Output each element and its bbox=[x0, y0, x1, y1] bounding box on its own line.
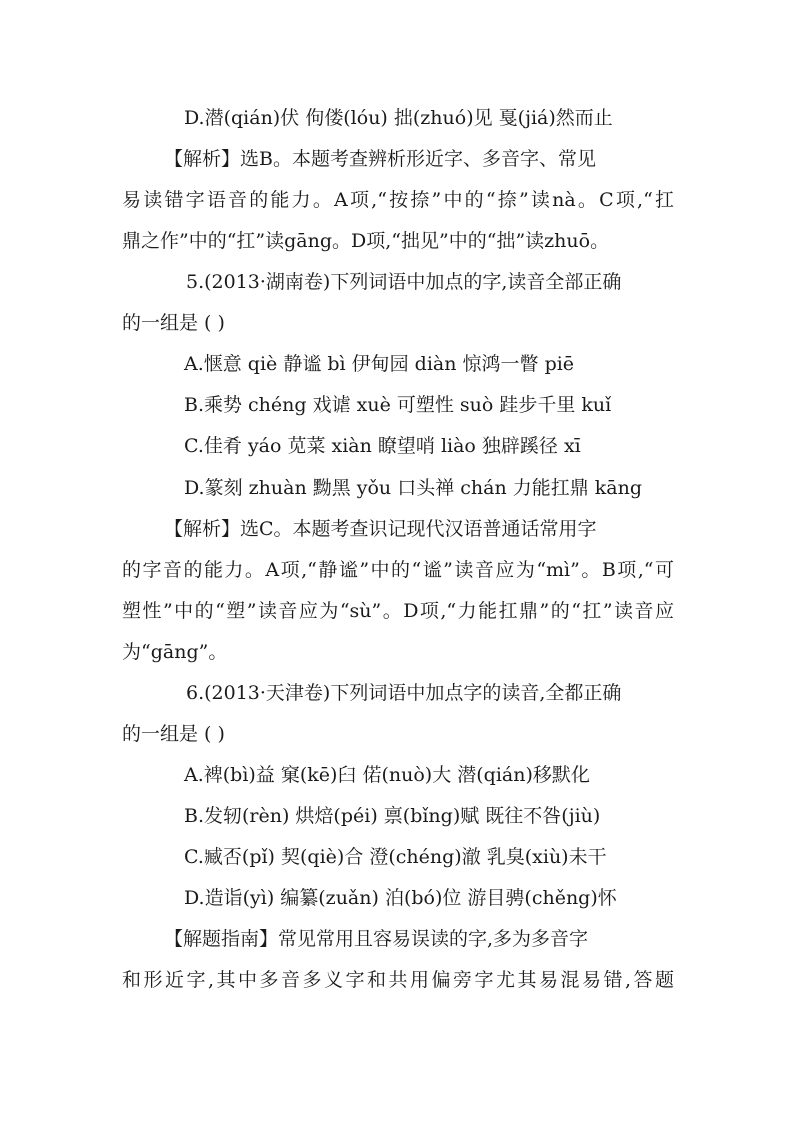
question-5-option-d: D.篆刻 zhuàn 黝黑 yǒu 口头禅 chán 力能扛鼎 kāng bbox=[184, 477, 643, 499]
option-d-line: D.潜(qián)伏 佝偻(lóu) 拙(zhuó)见 戛(jiá)然而止 bbox=[184, 107, 613, 129]
question-6-stem-cont: 的一组是 ( ) bbox=[122, 723, 225, 745]
question-6-option-d: D.造诣(yì) 编纂(zuǎn) 泊(bó)位 游目骋(chěng)怀 bbox=[184, 887, 617, 909]
solution-guide-heading: 【解题指南】常见常用且容易误读的字,多为多音字 bbox=[164, 928, 589, 950]
analysis-heading: 【解析】选C。本题考查识记现代汉语普通话常用字 bbox=[164, 518, 597, 540]
question-6-option-b: B.发轫(rèn) 烘焙(péi) 禀(bǐng)赋 既往不咎(jiù) bbox=[184, 805, 601, 827]
analysis-heading: 【解析】选B。本题考查辨析形近字、多音字、常见 bbox=[164, 148, 596, 170]
question-5-option-c: C.佳肴 yáo 苋菜 xiàn 瞭望哨 liào 独辟蹊径 xī bbox=[184, 435, 581, 457]
question-5-stem-cont: 的一组是 ( ) bbox=[122, 312, 225, 334]
analysis-text: 易读错字语音的能力。A项,“按捺”中的“捺”读nà。C项,“扛 bbox=[122, 189, 674, 211]
analysis-text: 的字音的能力。A项,“静谧”中的“谧”读音应为“mì”。B项,“可 bbox=[122, 559, 674, 581]
question-6-stem: 6.(2013·天津卷)下列词语中加点字的读音,全都正确 bbox=[186, 682, 622, 704]
question-6-option-a: A.裨(bì)益 窠(kē)臼 偌(nuò)大 潜(qián)移默化 bbox=[184, 764, 590, 786]
analysis-text: 塑性”中的“塑”读音应为“sù”。D项,“力能扛鼎”的“扛”读音应 bbox=[122, 600, 674, 622]
analysis-text: 鼎之作”中的“扛”读gāng。D项,“拙见”中的“拙”读zhuō。 bbox=[122, 230, 610, 252]
question-5-stem: 5.(2013·湖南卷)下列词语中加点的字,读音全部正确 bbox=[186, 271, 622, 293]
question-6-option-c: C.臧否(pǐ) 契(qiè)合 澄(chéng)澈 乳臭(xiù)未干 bbox=[184, 846, 607, 868]
analysis-text: 为“gāng”。 bbox=[122, 641, 228, 663]
question-5-option-a: A.惬意 qiè 静谧 bì 伊甸园 diàn 惊鸿一瞥 piē bbox=[184, 353, 575, 375]
question-5-option-b: B.乘势 chéng 戏谑 xuè 可塑性 suò 跬步千里 kuǐ bbox=[184, 394, 612, 416]
solution-guide-text: 和形近字,其中多音多义字和共用偏旁字尤其易混易错,答题 bbox=[122, 969, 674, 991]
